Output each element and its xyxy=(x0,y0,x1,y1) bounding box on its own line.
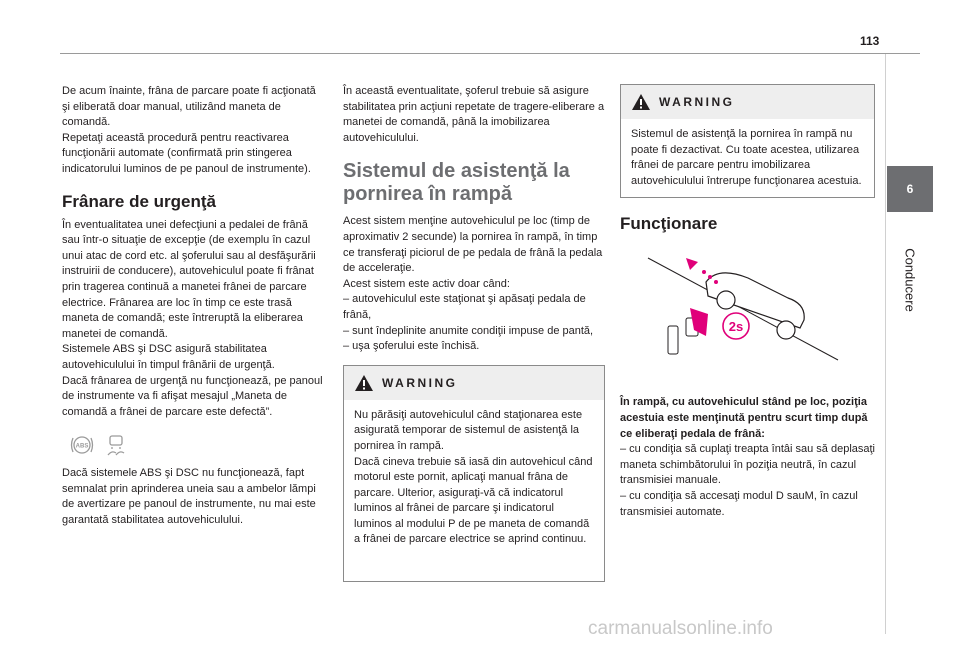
col1-intro: De acum înainte, frâna de parcare poate fi acţionată şi eliberată doar manual, utilizând maneta de comandă. Repetaţi această procedură pentru reactivarea funcţionării automate (confirmată prin stingerea indicatorului luminos de pe panoul de instrumente). xyxy=(62,85,316,175)
warning-title: WARNING xyxy=(382,375,458,390)
warning-text: Sistemul de asistenţă la pornirea în rampă nu poate fi dezactivat. Cu toate acestea, utilizarea frânei de parcare pentru imobilizarea autovehiculului întrerupe funcţionarea acestuia. xyxy=(631,128,862,187)
operation-heading: Funcţionare xyxy=(620,214,718,234)
header-divider xyxy=(60,53,920,54)
warning-title: WARNING xyxy=(659,95,735,109)
column-3 xyxy=(620,84,875,520)
column-2 xyxy=(343,84,605,582)
operation-bold-text: În rampă, cu autovehiculul stând pe loc, poziţia acestuia este menţinută pentru scurt timp după ce eliberaţi pedala de frână: xyxy=(620,396,868,440)
warning-triangle-icon xyxy=(354,374,374,392)
abs-dsc-failure-text: Dacă sistemele ABS şi DSC nu funcţionează, fapt semnalat prin aprinderea uneia sau a ambelor lămpi de avertizare pe panoul de instrumente, nu mai este garantată stabilitatea autovehiculului. xyxy=(62,467,316,527)
car-shape xyxy=(706,273,804,339)
warning-header xyxy=(344,366,604,400)
side-divider xyxy=(885,54,886,634)
warning-header xyxy=(621,85,874,119)
warning-triangle-icon xyxy=(631,93,651,111)
pedals xyxy=(668,308,708,354)
hill-start-text: Acest sistem menţine autovehiculul pe loc (timp de aproximativ 2 secunde) la pornirea în rampă, în timp ce transferaţi piciorul de pe pedala de frână la pedala de acceleraţie. Acest sistem este activ doar când: – autovehiculul este staţionat şi apăsaţi pedala de frână, – sunt îndeplinite anumite condiţii impuse de pantă, – uşa şoferului este închisă. xyxy=(343,215,603,353)
timer-label: 2s xyxy=(728,319,744,335)
page-number: 113 xyxy=(860,34,880,48)
warning-box-2 xyxy=(620,84,875,198)
abs-warning-icon xyxy=(70,434,94,456)
abs-icon-text: ABS xyxy=(75,443,89,450)
hill-start-illustration xyxy=(628,248,848,380)
emergency-braking-text: În eventualitatea unei defecţiuni a pedalei de frână sau într-o situaţie de excepţie (de exemplu în cazul unui atac de cord etc. al şoferului sau al desfăşurării instruirii de conducere), autovehiculul poate fi frânat prin tragerea continuă a manetei frânei de parcare electrice. Frânarea are loc în timp ce este trasă maneta de comandă; este întreruptă la eliberarea manetei de comandă. Sistemele ABS şi DSC asigură stabilitatea autovehiculului în timpul frânării de urgenţă. Dacă frânarea de urgenţă nu funcţionează, pe panoul de instrumente va fi afişat mesajul „Maneta de comandă a frânei de parcare este defectă”. xyxy=(62,218,323,418)
chapter-label: Conducere xyxy=(902,248,918,312)
hill-start-heading: Sistemul de asistenţă la pornirea în rampă xyxy=(343,160,570,206)
column-1 xyxy=(62,84,324,529)
warning-box-1 xyxy=(343,365,605,582)
warning-text: Nu părăsiţi autovehiculul când staţionarea este asigurată temporar de sistemul de asistenţă la pornirea în rampă. Dacă cineva trebuie să iasă din autovehicul când motorul este pornit, aplicaţi manual frâna de parcare. Ulterior, asiguraţi-vă că indicatorul luminos al frânei de parcare şi indicatorul luminos al modului P de pe maneta de comandă a frânei de parcare electrice se aprind continuu. xyxy=(354,408,593,546)
col2-intro: În această eventualitate, şoferul trebuie să asigure stabilitatea prin acţiuni repetate de tragere-eliberare a manetei de comandă, până la imobilizarea autovehiculului. xyxy=(343,85,605,144)
dsc-skid-icon xyxy=(104,434,128,456)
emergency-braking-heading: Frânare de urgenţă xyxy=(62,191,216,211)
warning-icons-row xyxy=(70,434,324,456)
operation-text: – cu condiţia să cuplaţi treapta întâi sau să deplasaţi maneta schimbătorului în poziţia neutră, în cazul transmisiei manuale. – cu condiţia să accesaţi modul D sauM, în cazul transmisiei automate. xyxy=(620,443,875,518)
watermark: carmanualsonline.info xyxy=(588,618,773,639)
chapter-tab[interactable]: 6 xyxy=(887,166,933,212)
